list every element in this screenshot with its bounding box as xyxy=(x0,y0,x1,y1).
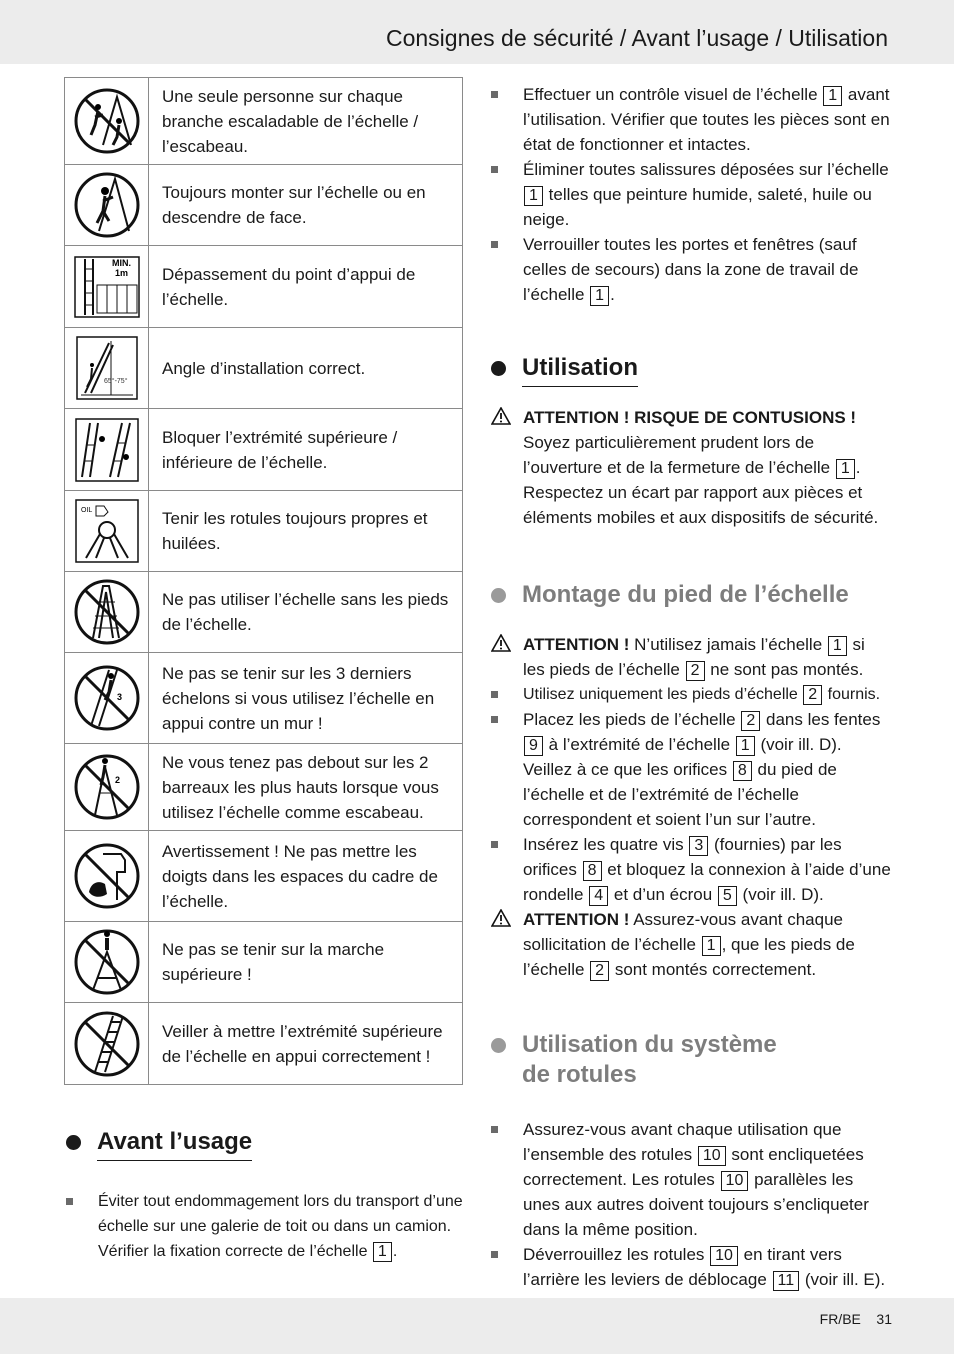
feet-bullet-3: Insérez les quatre vis 3 (fournies) par les orifices 8 et bloquez la connexion à l’aide d’une rondelle 4 et d’un écrou 5 (voir ill. D). xyxy=(489,832,891,907)
safety-text: Dépassement du point d’appui de l’échelle. xyxy=(149,246,463,328)
installation-angle-icon xyxy=(65,335,148,401)
ref-number: 4 xyxy=(589,886,608,906)
ref-number: 5 xyxy=(718,886,737,906)
bullet-dot xyxy=(491,361,506,376)
safety-text: Une seule personne sur chaque branche escaladable de l’échelle / l’escabeau. xyxy=(149,78,463,165)
safety-text: Avertissement ! Ne pas mettre les doigts dans les espaces du cadre de l’échelle. xyxy=(149,831,463,922)
icon-label: 2 xyxy=(114,775,120,785)
ref-number: 1 xyxy=(828,636,847,656)
no-top-2-rungs-icon xyxy=(65,753,148,821)
ref-number: 8 xyxy=(583,861,602,881)
table-row xyxy=(65,246,463,328)
page-number: FR/BE 31 xyxy=(819,1311,892,1327)
safety-text: Toujours monter sur l’échelle ou en descendre de face. xyxy=(149,165,463,246)
warning-icon xyxy=(491,407,511,432)
table-row xyxy=(65,653,463,744)
icon-label: 1m xyxy=(114,267,128,278)
icon-label: 3 xyxy=(116,692,122,702)
support-overhang-icon xyxy=(65,255,148,319)
rotules-bullet-2: Déverrouillez les rotules 10 en tirant vers l’arrière les leviers de déblocage 11 (voir ill. E). xyxy=(489,1242,891,1292)
ref-number: 11 xyxy=(773,1271,800,1291)
bullet-square xyxy=(491,1126,498,1133)
table-row xyxy=(65,491,463,572)
montage-heading: Montage du pied de l’échelle xyxy=(489,580,891,610)
no-feet-ladder-icon xyxy=(65,578,148,646)
safety-text: Bloquer l’extrémité supérieure / inférieure de l’échelle. xyxy=(149,409,463,491)
ref-number: 10 xyxy=(698,1146,726,1166)
bullet-square xyxy=(491,691,498,698)
bullet-square xyxy=(491,841,498,848)
table-row xyxy=(65,409,463,491)
table-row xyxy=(65,328,463,409)
safety-table xyxy=(64,77,463,1085)
ref-number: 1 xyxy=(823,86,842,106)
right-column xyxy=(489,82,891,1292)
page-footer xyxy=(0,1298,954,1354)
avant-section xyxy=(64,1127,464,1264)
table-row xyxy=(65,744,463,831)
ref-number: 2 xyxy=(686,661,705,681)
warning-feet-mounted: ATTENTION ! Assurez-vous avant chaque sollicitation de l’échelle 1 , que les pieds de l’échelle 2 sont montés correctement. xyxy=(489,907,891,982)
face-ladder-icon xyxy=(65,171,148,239)
safety-text: Ne pas se tenir sur les 3 derniers échelons si vous utilisez l’échelle en appui contre un mur ! xyxy=(149,653,463,744)
utilisation-heading: Utilisation xyxy=(489,353,891,387)
ref-number: 1 xyxy=(373,1242,392,1262)
rotules-heading: Utilisation du système de rotules xyxy=(489,1030,891,1090)
safety-text: Ne vous tenez pas debout sur les 2 barreaux les plus hauts lorsque vous utilisez l’échelle comme escabeau. xyxy=(149,744,463,831)
ref-number: 10 xyxy=(710,1246,738,1266)
table-row xyxy=(65,78,463,165)
ref-number: 3 xyxy=(689,836,708,856)
oil-hinges-icon xyxy=(65,498,148,564)
no-two-persons-ladder-icon xyxy=(65,87,148,155)
icon-label: 65°-75° xyxy=(103,378,128,385)
ref-number: 9 xyxy=(524,736,543,756)
check-bullet: Effectuer un contrôle visuel de l’échelle 1 avant l’utilisation. Vérifier que toutes les pièces sont en état de fonctionner et intactes. xyxy=(489,82,891,157)
bullet-square xyxy=(491,91,498,98)
safety-text: Angle d’installation correct. xyxy=(149,328,463,409)
ref-number: 2 xyxy=(741,711,760,731)
safety-text: Ne pas se tenir sur la marche supérieure ! xyxy=(149,922,463,1003)
ref-number: 2 xyxy=(590,961,609,981)
warning-feet: ATTENTION ! N’utilisez jamais l’échelle 1 si les pieds de l’échelle 2 ne sont pas montés. xyxy=(489,632,891,682)
rotules-bullet-1: Assurez-vous avant chaque utilisation que l’ensemble des rotules 10 sont encliquetées correctement. Les rotules 10 parallèles les unes aux autres doivent toujours s’encliqueter dans la même position. xyxy=(489,1117,891,1242)
ref-number: 8 xyxy=(733,761,752,781)
ref-number: 10 xyxy=(721,1171,749,1191)
icon-label: MIN. xyxy=(111,257,131,268)
lock-doors-bullet: Verrouiller toutes les portes et fenêtres (sauf celles de secours) dans la zone de travail de l’échelle 1 . xyxy=(489,232,891,307)
table-row xyxy=(65,165,463,246)
table-row xyxy=(65,1003,463,1085)
ref-number: 2 xyxy=(803,685,822,705)
bullet-dot xyxy=(491,588,506,603)
secure-ladder-ends-icon xyxy=(65,417,148,483)
bullet-square xyxy=(491,166,498,173)
warning-contusions: ATTENTION ! RISQUE DE CONTUSIONS ! Soyez particulièrement prudent lors de l’ouverture et de la fermeture de l’échelle 1 . Respectez un écart par rapport aux pièces et éléments mobiles et aux dispositifs de sécurité. xyxy=(489,405,891,530)
page-header xyxy=(0,0,954,64)
ref-number: 1 xyxy=(736,736,755,756)
safety-text: Tenir les rotules toujours propres et huilées. xyxy=(149,491,463,572)
no-fingers-frame-icon xyxy=(65,842,148,910)
bullet-dot xyxy=(66,1135,81,1150)
ref-number: 1 xyxy=(524,186,543,206)
table-row xyxy=(65,572,463,653)
bullet-square xyxy=(491,716,498,723)
avant-heading: Avant l’usage xyxy=(64,1127,464,1161)
warning-icon xyxy=(491,634,511,659)
page-title: Consignes de sécurité / Avant l’usage / Utilisation xyxy=(385,25,888,51)
table-row xyxy=(65,922,463,1003)
safety-text: Veiller à mettre l’extrémité supérieure de l’échelle en appui correctement ! xyxy=(149,1003,463,1085)
no-top-step-icon xyxy=(65,928,148,996)
ref-number: 1 xyxy=(836,459,855,479)
safety-text: Ne pas utiliser l’échelle sans les pieds de l’échelle. xyxy=(149,572,463,653)
ref-number: 1 xyxy=(590,286,609,306)
feet-bullet-1: Utilisez uniquement les pieds d’échelle 2 fournis. xyxy=(489,682,891,707)
warning-icon xyxy=(491,909,511,934)
avant-bullet-1: Éviter tout endommagement lors du transport d’une échelle sur une galerie de toit ou dans un camion. Vérifier la fixation correcte de l’échelle 1 . xyxy=(64,1189,464,1264)
ref-number: 1 xyxy=(702,936,721,956)
clean-bullet: Éliminer toutes salissures déposées sur l’échelle 1 telles que peinture humide, saleté, huile ou neige. xyxy=(489,157,891,232)
bullet-square xyxy=(491,241,498,248)
icon-label: OIL xyxy=(80,507,92,514)
no-top-3-rungs-icon xyxy=(65,664,148,732)
bullet-square xyxy=(66,1198,73,1205)
bullet-square xyxy=(491,1251,498,1258)
table-row xyxy=(65,831,463,922)
bullet-dot xyxy=(491,1038,506,1053)
lean-correctly-icon xyxy=(65,1010,148,1078)
feet-bullet-2: Placez les pieds de l’échelle 2 dans les fentes 9 à l’extrémité de l’échelle 1 (voir ill. D). Veillez à ce que les orifices 8 du pied de l’échelle et de l’extrémité de l’échelle correspondent et soient l’un sur l’autre. xyxy=(489,707,891,832)
